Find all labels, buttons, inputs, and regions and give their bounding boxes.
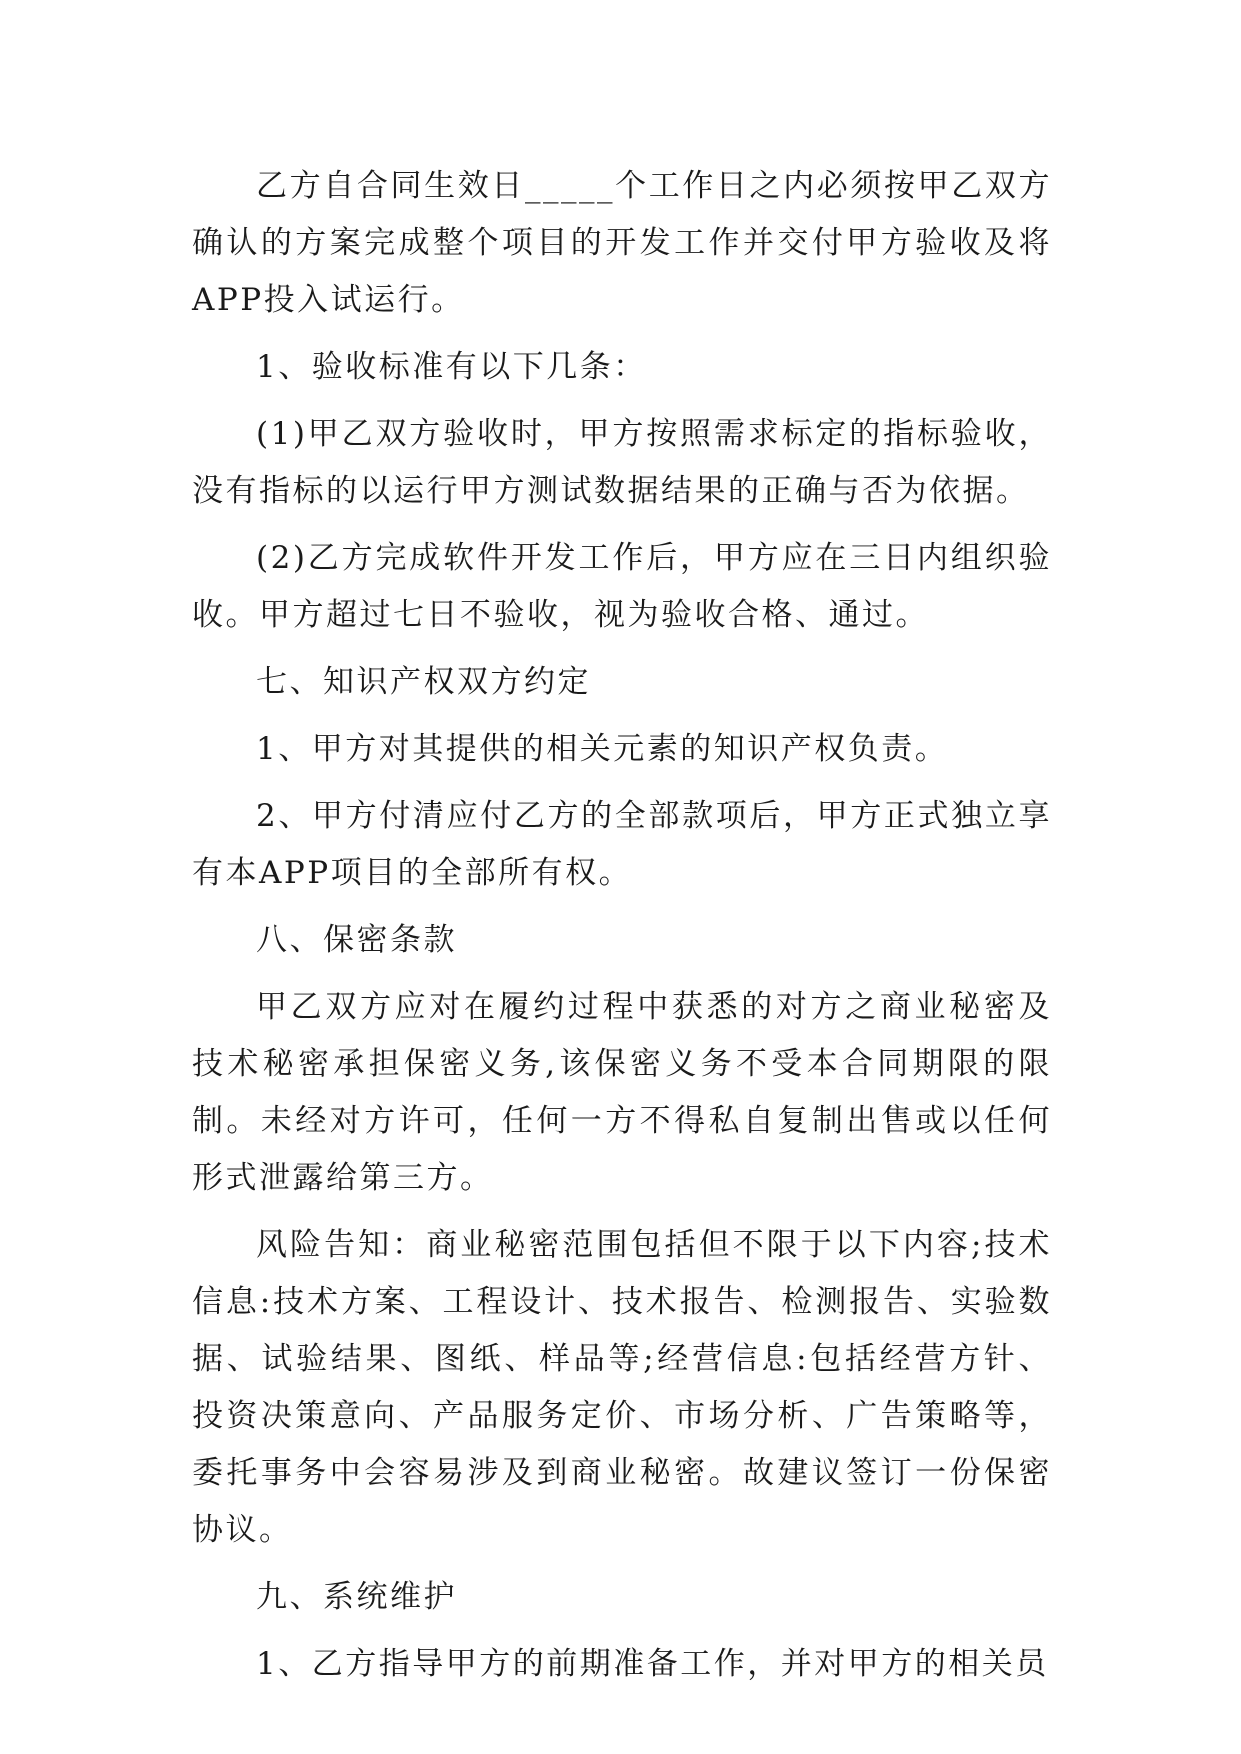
section-heading-confidentiality: 八、保密条款 (256, 922, 457, 958)
paragraph-ip-clause-2: 2、甲方付清应付乙方的全部款项后，甲方正式独立享有本APP项目的全部所有权。 (192, 798, 1052, 891)
section-heading-maintenance: 九、系统维护 (256, 1579, 457, 1615)
paragraph-acceptance-criterion-1: (1)甲乙双方验收时，甲方按照需求标定的指标验收，没有指标的以运行甲方测试数据结果的正确与否为依据。 (192, 416, 1052, 509)
paragraph-risk-notice: 风险告知：商业秘密范围包括但不限于以下内容;技术信息:技术方案、工程设计、技术报告、检测报告、实验数据、试验结果、图纸、样品等;经营信息:包括经营方针、投资决策意向、产品服务定价、市场分析、广告策略等，委托事务中会容易涉及到商业秘密。故建议签订一份保密协议。 (192, 1227, 1052, 1548)
document-body (192, 158, 1052, 1703)
paragraph-maintenance-clause-1: 1、乙方指导甲方的前期准备工作，并对甲方的相关员 (256, 1646, 1049, 1682)
paragraph-ip-clause-1: 1、甲方对其提供的相关元素的知识产权负责。 (256, 731, 949, 767)
section-heading-ip: 七、知识产权双方约定 (256, 664, 591, 700)
paragraph-delivery-deadline: 乙方自合同生效日_____个工作日之内必须按甲乙双方确认的方案完成整个项目的开发工作并交付甲方验收及将APP投入试运行。 (192, 168, 1052, 318)
paragraph-acceptance-criteria-heading: 1、验收标准有以下几条： (256, 349, 647, 385)
paragraph-acceptance-criterion-2: (2)乙方完成软件开发工作后，甲方应在三日内组织验收。甲方超过七日不验收，视为验收合格、通过。 (192, 540, 1052, 633)
paragraph-confidentiality-clause: 甲乙双方应对在履约过程中获悉的对方之商业秘密及技术秘密承担保密义务,该保密义务不受本合同期限的限制。未经对方许可，任何一方不得私自复制出售或以任何形式泄露给第三方。 (192, 989, 1052, 1196)
